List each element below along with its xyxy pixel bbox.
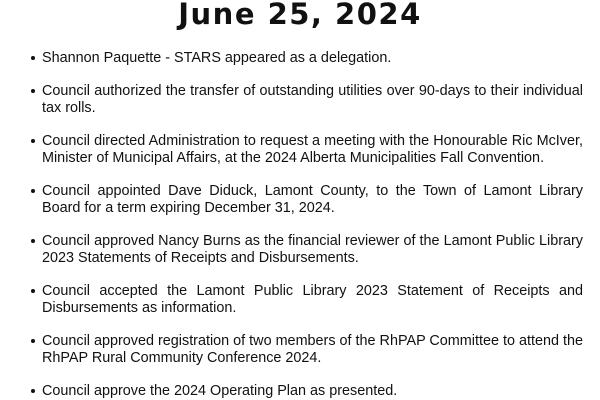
list-item-text: Council directed Administration to request a meeting with the Honourable Ric McIver, Minister of Municipal Affairs, at the 2024 Alberta Municipalities Fall Convention. — [42, 133, 583, 166]
bullet-icon — [31, 139, 35, 143]
list-item-text: Council appointed Dave Diduck, Lamont County, to the Town of Lamont Library Board for a term expiring December 31, 2024. — [42, 183, 583, 216]
list-item-text: Council approved Nancy Burns as the financial reviewer of the Lamont Public Library 2023 Statements of Receipts and Disbursements. — [42, 233, 583, 266]
list-item-text: Council approved registration of two members of the RhPAP Committee to attend the RhPAP Rural Community Conference 2024. — [42, 333, 583, 366]
bullet-icon — [31, 339, 35, 343]
list-item-text: Shannon Paquette - STARS appeared as a delegation. — [42, 50, 392, 66]
list-item-text: Council accepted the Lamont Public Library 2023 Statement of Receipts and Disbursements as information. — [42, 283, 583, 316]
bullet-icon — [31, 289, 35, 293]
bullet-icon — [31, 89, 35, 93]
list-item-text: Council approve the 2024 Operating Plan as presented. — [42, 383, 398, 399]
bullet-icon — [31, 189, 35, 193]
bullet-icon — [31, 389, 35, 393]
list-item-text: Council authorized the transfer of outstanding utilities over 90-days to their individual tax rolls. — [42, 83, 583, 116]
bullet-icon — [31, 56, 35, 60]
page-title: June 25, 2024 — [178, 0, 422, 31]
bullet-icon — [31, 239, 35, 243]
